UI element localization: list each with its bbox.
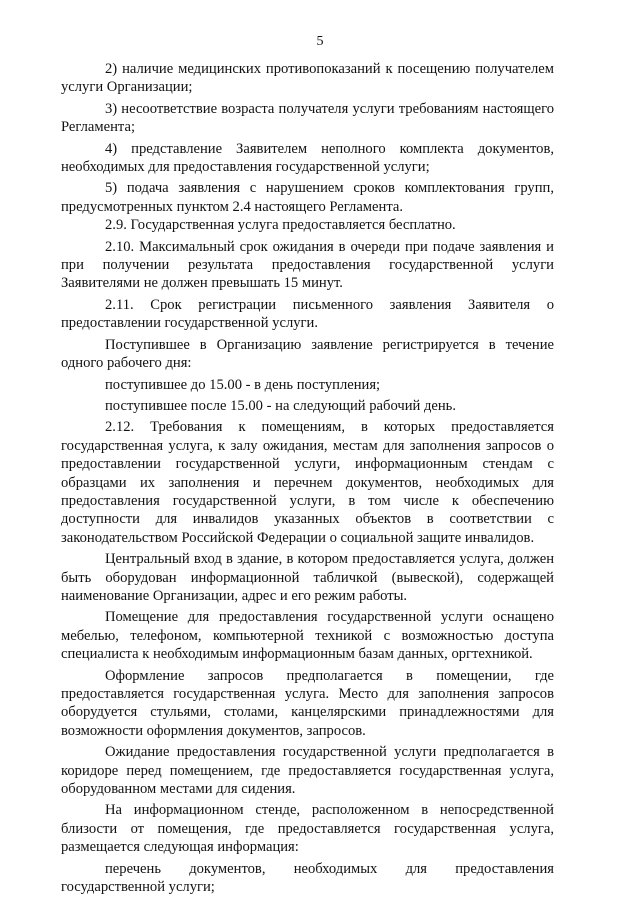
paragraph-before-15: поступившее до 15.00 - в день поступления; bbox=[105, 376, 381, 393]
document-body bbox=[61, 60, 554, 896]
paragraph-waiting-area: Ожидание предоставления государственной услуги предполагается в коридоре перед помещением, где предоставляется государственная услуга, оборудованном местами для сидения. bbox=[61, 744, 554, 798]
paragraph-2-11: 2.11. Срок регистрации письменного заявления Заявителя о предоставлении государственной услуги. bbox=[61, 296, 554, 332]
paragraph-after-15: поступившее после 15.00 - на следующий рабочий день. bbox=[105, 397, 456, 414]
paragraph-2-9: 2.9. Государственная услуга предоставляется бесплатно. bbox=[105, 217, 456, 234]
paragraph-2-12: 2.12. Требования к помещениям, в которых предоставляется государственная услуга, к залу ожидания, местам для заполнения запросов о предоставлении государственной услуги, информационным стендам с образцами их заполнения и перечнем документов, необходимых для предоставления государственной услуги, в том числе к обеспечению доступности для инвалидов указанных объектов в соответствии с законодательством Российской Федерации о социальной защите инвалидов. bbox=[61, 419, 554, 546]
paragraph-item-3: 3) несоответствие возраста получателя услуги требованиям настоящего Регламента; bbox=[61, 100, 554, 136]
paragraph-central-entrance: Центральный вход в здание, в котором предоставляется услуга, должен быть оборудован информационной табличкой (вывеской), содержащей наименование Организации, адрес и его режим работы. bbox=[61, 551, 554, 604]
paragraph-item-2: 2) наличие медицинских противопоказаний к посещению получателем услуги Организации; bbox=[61, 61, 554, 96]
paragraph-item-4: 4) представление Заявителем неполного комплекта документов, необходимых для предоставления государственной услуги; bbox=[61, 140, 554, 176]
paragraph-registration: Поступившее в Организацию заявление регистрируется в течение одного рабочего дня: bbox=[61, 336, 554, 372]
paragraph-item-5: 5) подача заявления с нарушением сроков комплектования групп, предусмотренных пунктом 2.4 настоящего Регламента. bbox=[61, 180, 554, 215]
paragraph-request-processing: Оформление запросов предполагается в помещении, где предоставляется государственная услуга. Место для заполнения запросов оборудуется стульями, столами, канцелярскими принадлежностями для возможности оформления документов, запросов. bbox=[61, 667, 554, 739]
paragraph-premises-equipment: Помещение для предоставления государственной услуги оснащено мебелью, телефоном, компьютерной техникой с возможностью доступа специалиста к необходимым информационным базам данных, оргтехникой. bbox=[61, 609, 554, 663]
paragraph-document-list: перечень документов, необходимых для предоставления государственной услуги; bbox=[61, 860, 554, 896]
paragraph-2-10: 2.10. Максимальный срок ожидания в очереди при подаче заявления и при получении результата предоставления государственной услуги Заявителями не должен превышать 15 минут. bbox=[61, 238, 554, 292]
page-number: 5 bbox=[316, 34, 324, 49]
paragraph-information-stand: На информационном стенде, расположенном в непосредственной близости от помещения, где предоставляется государственная услуга, размещается следующая информация: bbox=[61, 802, 554, 856]
